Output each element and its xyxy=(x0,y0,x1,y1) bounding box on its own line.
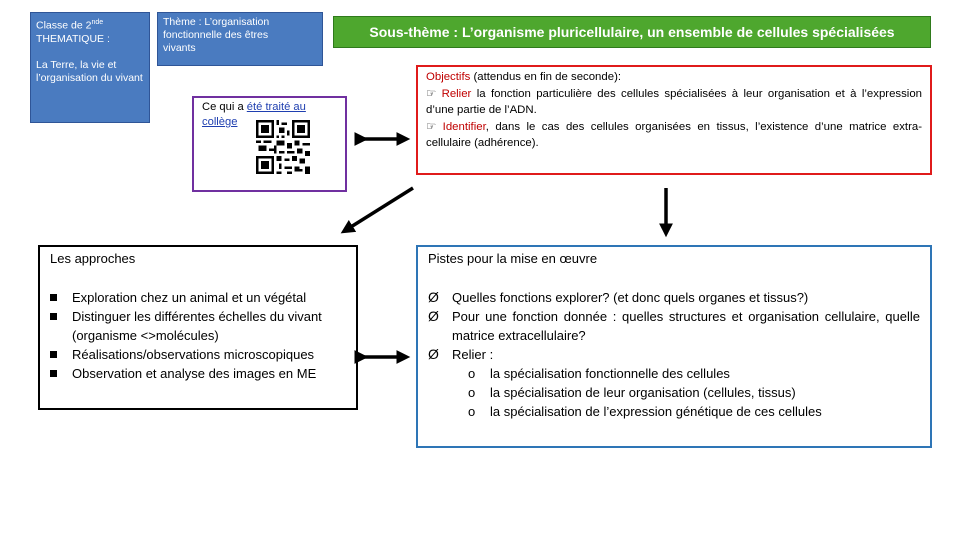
diagonal-arrow xyxy=(346,188,413,230)
circle-bullet-icon: o xyxy=(468,404,476,419)
pointer-icon: ☞ xyxy=(426,120,437,133)
relier-sublist xyxy=(428,364,920,421)
list-item: Observation et analyse des images en ME xyxy=(50,364,346,383)
square-bullet-icon xyxy=(50,370,57,377)
pistes-title: Pistes pour la mise en œuvre xyxy=(428,251,598,266)
thematique-label: THEMATIQUE : xyxy=(36,32,110,45)
objectif-item-2: ☞ Identifier, dans le cas des cellules organisées en tissus, l’existence d’une matrice extra-cellulaire (adhérence). xyxy=(426,120,922,149)
pistes-list xyxy=(428,288,920,364)
list-item: Ø Pour une fonction donnée : quelles structures et organisation cellulaire, quelle matrice extracellulaire? xyxy=(428,308,920,343)
subtheme-text: Sous-thème : L’organisme pluricellulaire, un ensemble de cellules spécialisées xyxy=(369,24,895,40)
arrow-bullet-icon: Ø xyxy=(428,289,439,305)
circle-bullet-icon: o xyxy=(468,385,476,400)
objectifs-heading: Objectifs (attendus en fin de seconde): xyxy=(426,71,622,83)
list-item: o la spécialisation de leur organisation (cellules, tissus) xyxy=(468,385,796,400)
pointer-icon: ☞ xyxy=(426,87,437,100)
list-item: o la spécialisation de l’expression génétique de ces cellules xyxy=(468,404,822,419)
list-item: Ø Quelles fonctions explorer? (et donc quels organes et tissus?) xyxy=(428,289,809,305)
approches-box xyxy=(38,245,358,410)
list-item: o la spécialisation fonctionnelle des cellules xyxy=(468,366,730,381)
college-text: Ce qui a été traité au collège xyxy=(202,101,306,128)
circle-bullet-icon: o xyxy=(468,366,476,381)
theme-text: Thème : L’organisation fonctionnelle des êtres vivants xyxy=(163,16,270,54)
pistes-box xyxy=(416,245,932,448)
arrow-bullet-icon: Ø xyxy=(428,308,439,324)
college-link[interactable]: été traité au collège xyxy=(202,101,306,128)
thematique-text: La Terre, la vie et l’organisation du vivant xyxy=(36,58,143,84)
list-item: Distinguer les différentes échelles du vivant (organisme <>molécules) xyxy=(50,307,346,345)
square-bullet-icon xyxy=(50,313,57,320)
square-bullet-icon xyxy=(50,294,57,301)
class-label: Classe de 2nde xyxy=(36,19,104,32)
approches-title: Les approches xyxy=(50,251,136,266)
objectif-item-1: ☞ Relier la fonction particulière des cellules spécialisées à leur organisation et à l’expression d’une partie de l’ADN. xyxy=(426,87,923,116)
list-item: Ø Relier : xyxy=(428,346,494,362)
list-item: Réalisations/observations microscopiques xyxy=(50,345,346,364)
list-item: Exploration chez un animal et un végétal xyxy=(50,288,346,307)
arrow-bullet-icon: Ø xyxy=(428,346,439,362)
approches-list xyxy=(50,288,346,383)
square-bullet-icon xyxy=(50,351,57,358)
